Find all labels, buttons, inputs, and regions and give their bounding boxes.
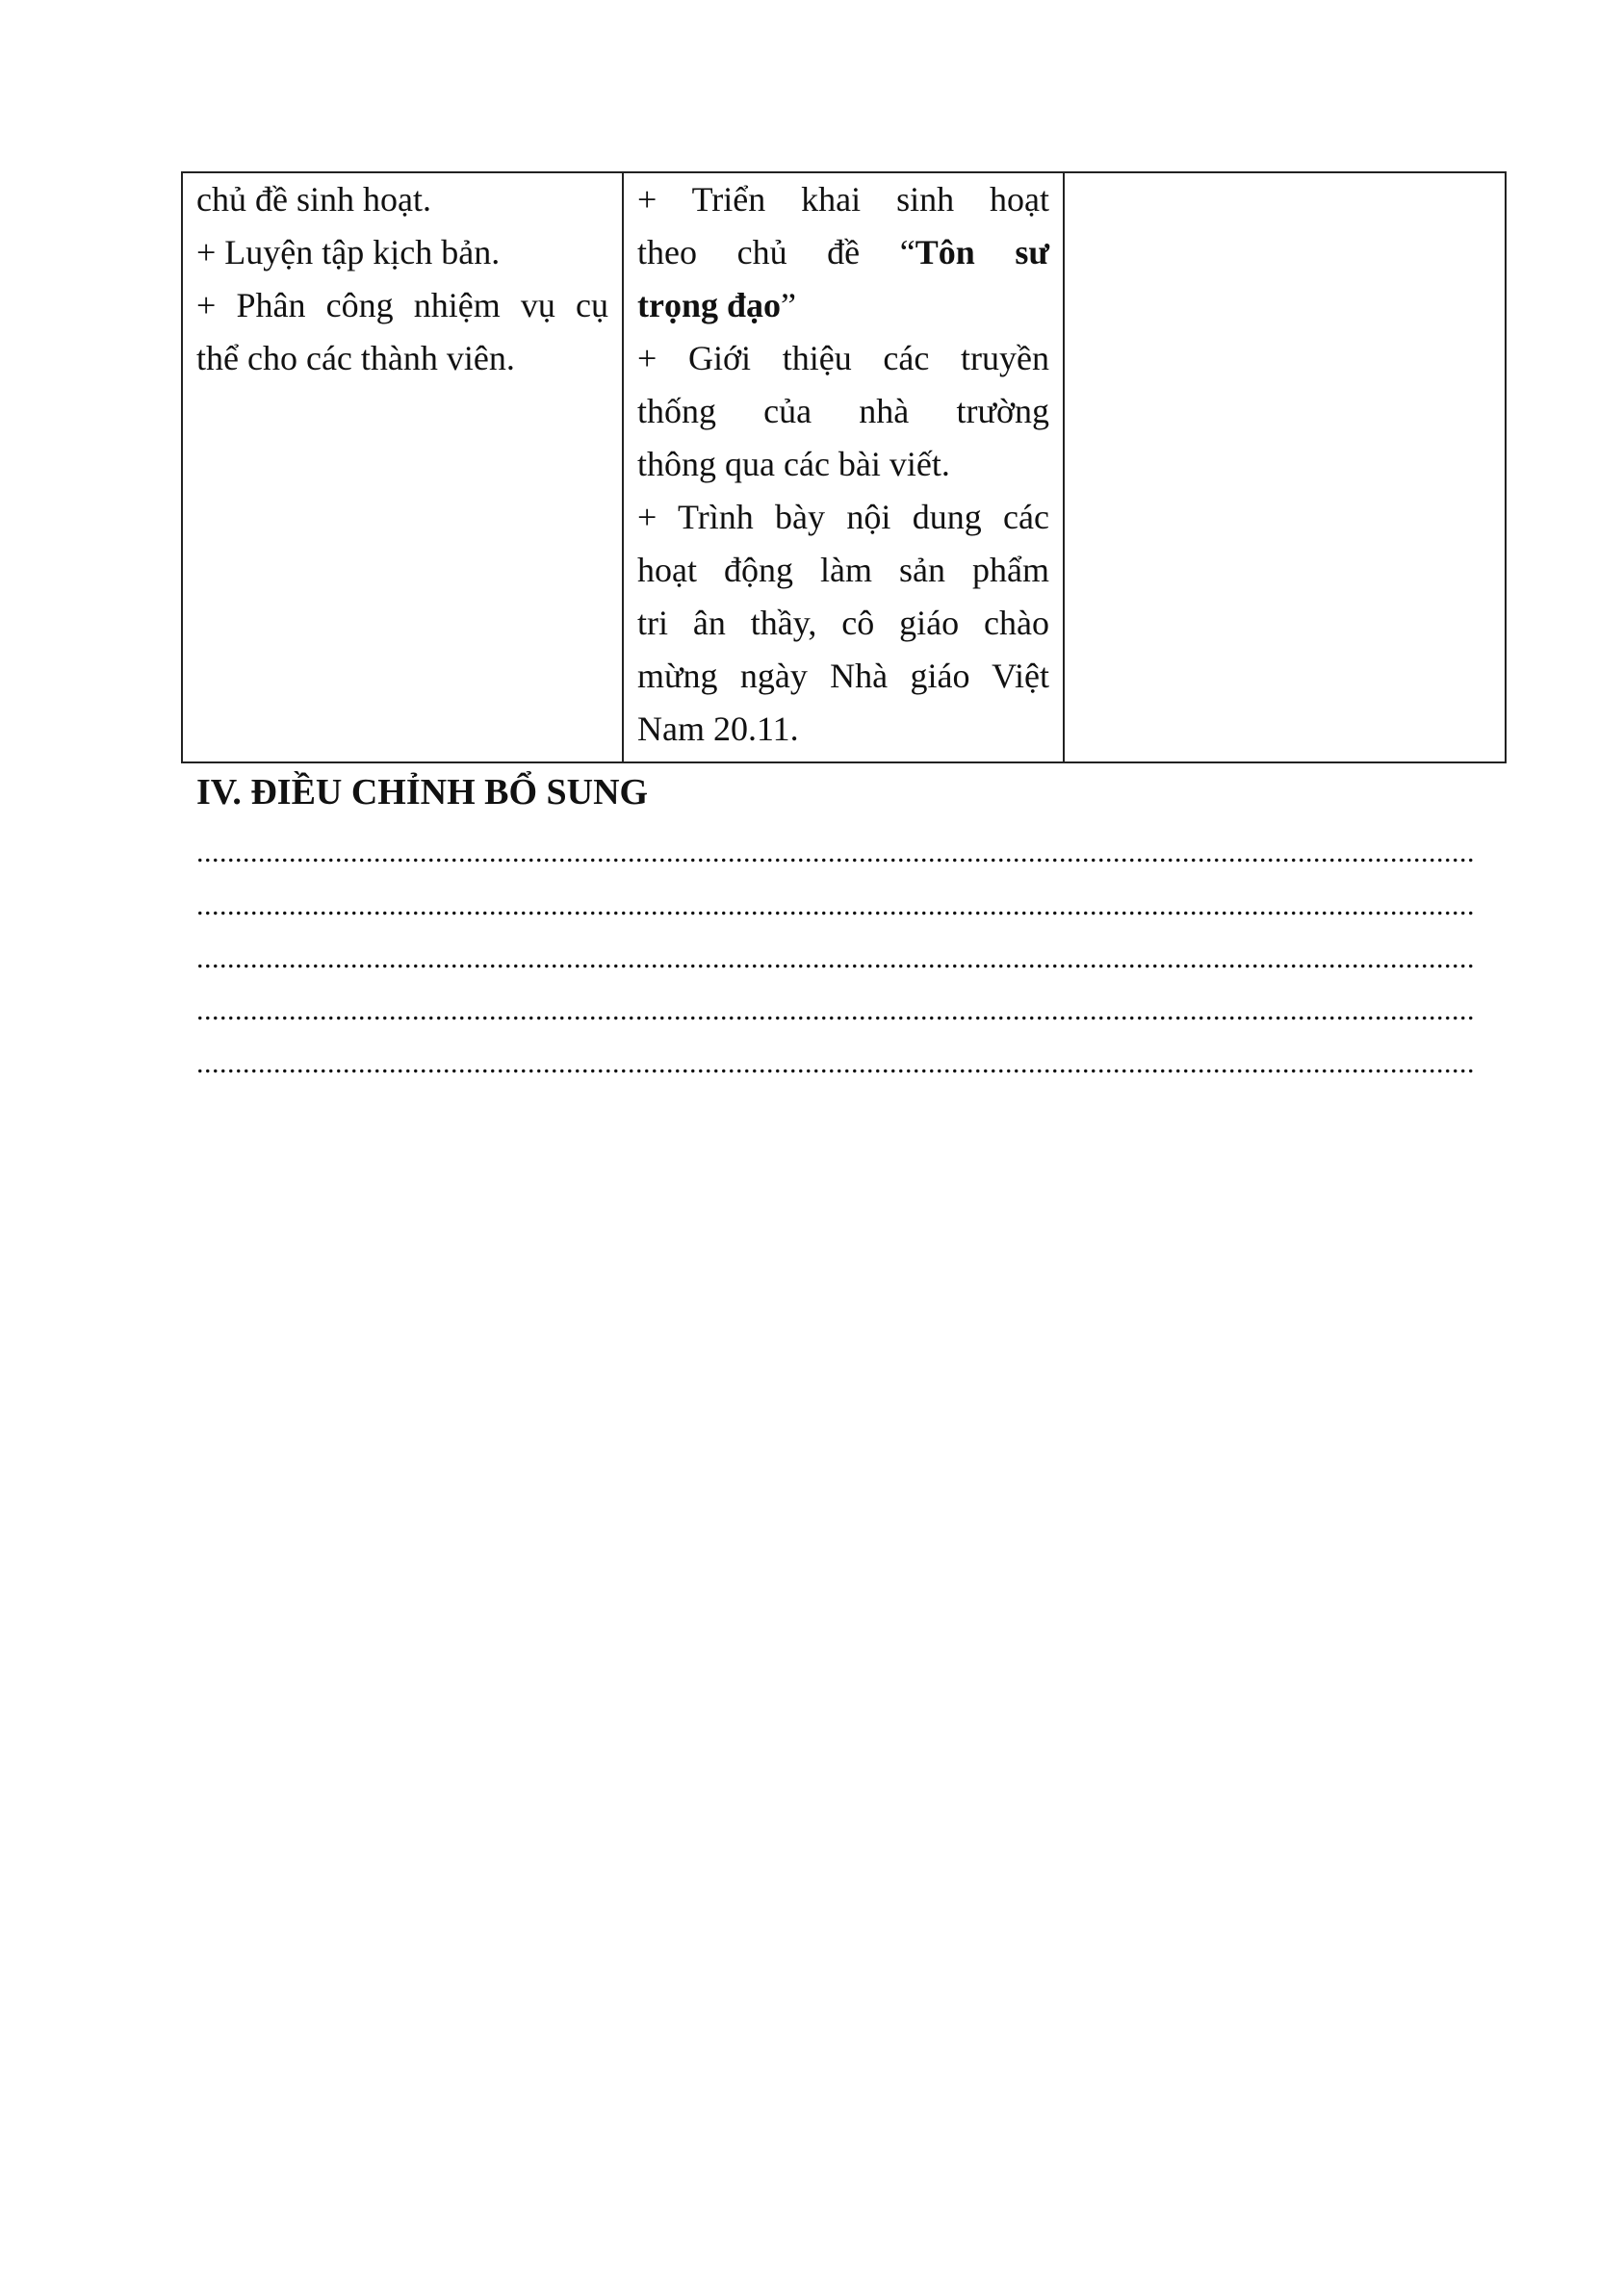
cell-text-segment: theo chủ đề “ bbox=[637, 233, 915, 271]
cell-text-line bbox=[637, 226, 1049, 279]
topic-name-bold: trọng đạo bbox=[637, 286, 782, 324]
topic-name-bold: Tôn sư bbox=[915, 233, 1049, 271]
cell-text-line: thống của nhà trường bbox=[637, 392, 1049, 430]
cell-text-line: thể cho các thành viên. bbox=[196, 339, 515, 377]
table-cell-preparation bbox=[182, 172, 623, 762]
table-cell-empty bbox=[1064, 172, 1506, 762]
dotted-fill-line: ...................................................................................................................................................................... bbox=[196, 837, 1475, 868]
section-title: IV. ĐIỀU CHỈNH BỔ SUNG bbox=[196, 772, 649, 813]
cell-text-line: tri ân thầy, cô giáo chào bbox=[637, 604, 1049, 642]
cell-text-line: mừng ngày Nhà giáo Việt bbox=[637, 657, 1049, 695]
activity-table bbox=[181, 171, 1507, 763]
dotted-fill-line: ...................................................................................................................................................................... bbox=[196, 942, 1475, 974]
cell-text-line: chủ đề sinh hoạt. bbox=[196, 180, 431, 219]
table-row bbox=[182, 172, 1506, 762]
cell-text-line: + Giới thiệu các truyền bbox=[637, 339, 1049, 377]
cell-text-line: hoạt động làm sản phẩm bbox=[637, 551, 1049, 589]
cell-text-line: + Luyện tập kịch bản. bbox=[196, 233, 501, 271]
dotted-fill-line: ...................................................................................................................................................................... bbox=[196, 890, 1475, 921]
dotted-fill-line: ...................................................................................................................................................................... bbox=[196, 1047, 1475, 1079]
table-cell-implementation bbox=[623, 172, 1064, 762]
cell-text-line: + Trình bày nội dung các bbox=[637, 498, 1049, 536]
cell-text-line bbox=[637, 279, 1049, 332]
cell-text-line: + Phân công nhiệm vụ cụ bbox=[196, 286, 608, 324]
dotted-fill-line: ...................................................................................................................................................................... bbox=[196, 994, 1475, 1026]
cell-text-line: + Triển khai sinh hoạt bbox=[637, 180, 1049, 219]
cell-text-line: Nam 20.11. bbox=[637, 709, 799, 748]
cell-text-segment: ” bbox=[781, 286, 796, 324]
cell-text-line: thông qua các bài viết. bbox=[637, 445, 950, 483]
